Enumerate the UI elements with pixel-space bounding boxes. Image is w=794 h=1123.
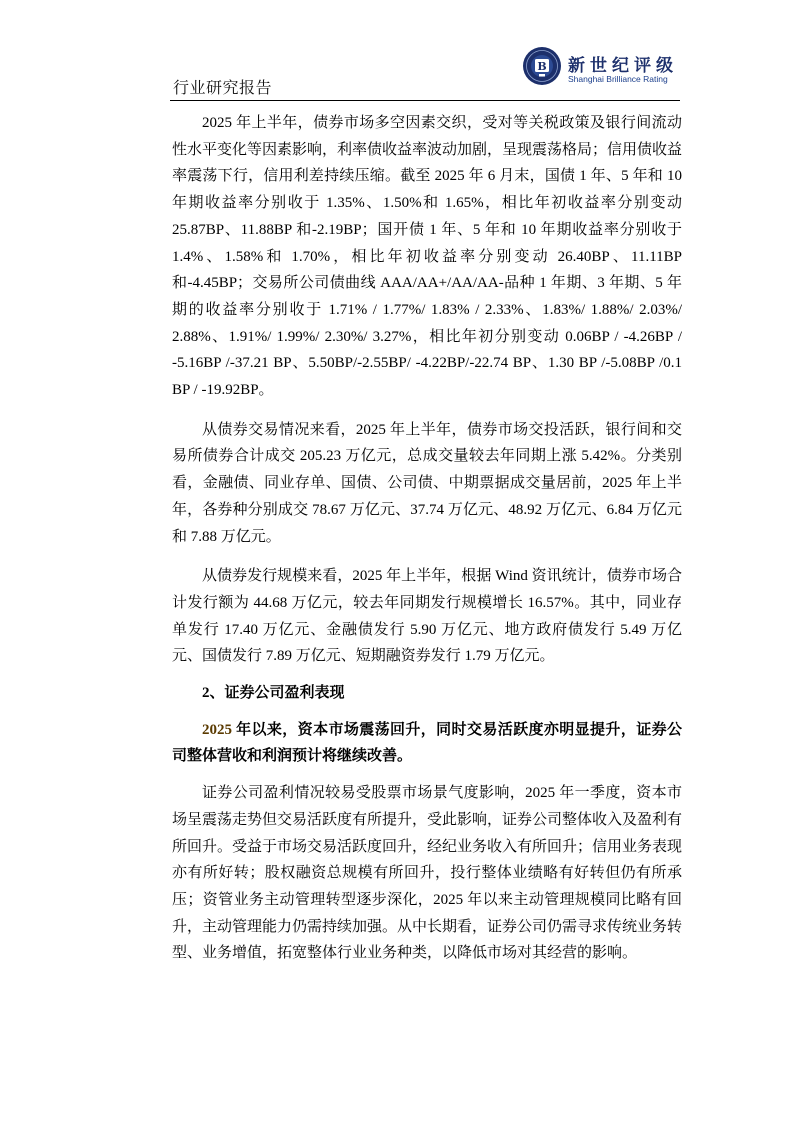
summary-year: 2025 [202,721,232,738]
emblem-icon [522,46,562,86]
paragraph-bond-yields: 2025 年上半年，债券市场多空因素交织，受对等关税政策及银行间流动性水平变化等因素影响，利率债收益率波动加剧，呈现震荡格局；信用债收益率震荡下行，信用利差持续压缩。截至 2025 年 6 月末，国债 1 年、5 年和 10 年期收益率分别收于 1.35%、1.50%和 1.65%，相比年初收益率分别变动 25.87BP、11.88BP 和-2.19BP；国开债 1 年、5 年和 10 年期收益率分别收于 1.4%、1.58%和 1.70%，相比年初收益率分别变动 26.40BP、11.11BP 和-4.45BP；交易所公司债曲线 AAA/AA+/AA/AA-品种 1 年期、3 年期、5 年期的收益率分别收于 1.71% / 1.77%/ 1.83% / 2.33%、1.83%/ 1.88%/ 2.03%/ 2.88%、1.91%/ 1.99%/ 2.30%/ 3.27%，相比年初分别变动 0.06BP / -4.26BP / -5.16BP /-37.21 BP、5.50BP/-2.55BP/ -4.22BP/-22.74 BP、1.30 BP /-5.08BP /0.1 BP / -19.92BP。 [172,115,683,399]
logo-english-name: Shanghai Brilliance Rating [568,74,668,84]
logo-chinese-name: 新世纪评级 [568,56,678,76]
company-logo [522,46,682,90]
section-heading: 2、证券公司盈利表现 [202,685,345,702]
svg-text:B: B [537,60,547,73]
header-divider [170,100,680,101]
paragraph-summary-bold [172,717,682,770]
report-type-title: 行业研究报告 [173,78,273,97]
paragraph-securities-profit: 证券公司盈利情况较易受股票市场景气度影响，2025 年一季度，资本市场呈震荡走势但交易活跃度有所提升，受此影响，证券公司整体收入及盈利有所回升。受益于市场交易活跃度回升，经纪业务收入有所回升；信用业务表现亦有所好转；股权融资总规模有所回升，投行整体业绩略有好转但仍有所承压；资管业务主动管理转型逐步深化，2025 年以来主动管理规模同比略有回升，主动管理能力仍需持续加强。从中长期看，证券公司仍需寻求传统业务转型、业务增值，拓宽整体行业业务种类，以降低市场对其经营的影响。 [172,785,683,962]
paragraph-bond-trading: 从债券交易情况来看，2025 年上半年，债券市场交投活跃，银行间和交易所债券合计成交 205.23 万亿元，总成交量较去年同期上涨 5.42%。分类别看，金融债、同业存单、国债、公司债、中期票据成交量居前，2025 年上半年，各券种分别成交 78.67 万亿元、37.74 万亿元、48.92 万亿元、6.84 万亿元和 7.88 万亿元。 [172,421,682,545]
page-header [170,42,680,100]
summary-text: 年以来，资本市场震荡回升，同时交易活跃度亦明显提升，证券公司整体营收和利润预计将继续改善。 [172,721,682,765]
report-body [172,110,682,967]
paragraph-bond-issuance: 从债券发行规模来看，2025 年上半年，根据 Wind 资讯统计，债券市场合计发行额为 44.68 万亿元，较去年同期发行规模增长 16.57%。其中，同业存单发行 17.40 万亿元、金融债发行 5.90 万亿元、地方政府债发行 5.49 万亿元、国债发行 7.89 万亿元、短期融资券发行 1.79 万亿元。 [172,568,682,665]
